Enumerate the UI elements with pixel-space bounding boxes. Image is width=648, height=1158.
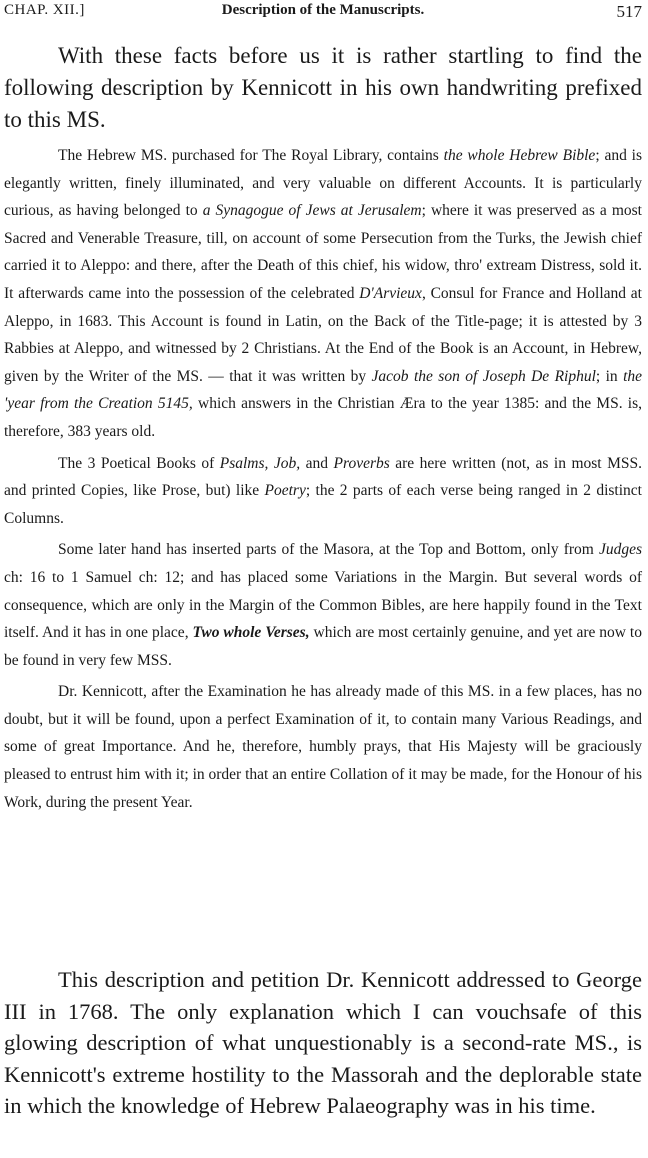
quote-paragraph-2: The 3 Poetical Books of Psalms, Job, and Proverbs are here written (not, as in most MSS. and printed Copies, like Prose, but) like Poetry; the 2 parts of each verse being ranged in 2 distinct Columns. xyxy=(4,454,642,527)
chapter-label: CHAP. XII.] xyxy=(4,2,85,18)
quote-paragraph-4: Dr. Kennicott, after the Examination he has already made of this MS. in a few places, has no doubt, but it will be found, upon a perfect Examination of it, to contain many Various Readings, and some of great Importance. And he, therefore, humbly prays, that His Majesty will be graciously pleased to entrust him with it; in order that an entire Collation of it may be made, for the Honour of his Work, during the present Year. xyxy=(4,683,642,811)
page-number: 517 xyxy=(616,2,642,21)
intro-paragraph: With these facts before us it is rather startling to find the following description by Kennicott in his own handwriting prefixed to this MS. xyxy=(4,43,642,132)
closing-paragraph: This description and petition Dr. Kennicott addressed to George III in 1768. The only explanation which I can vouchsafe of this glowing description of what unquestionably is a second-rate MS., is Kennicott's extreme hostility to the Massorah and the deplorable state in which the knowledge of Hebrew Palaeography was in his time. xyxy=(4,967,642,1118)
running-title: Description of the Manuscripts. xyxy=(221,2,425,18)
quote-paragraph-1: The Hebrew MS. purchased for The Royal Library, contains the whole Hebrew Bible; and is elegantly written, finely illuminated, and very valuable on different Accounts. It is particularly curious, as having belonged to a Synagogue of Jews at Jerusalem; where it was preserved as a most Sacred and Venerable Treasure, till, on account of some Persecution from the Turks, the Jewish chief carried it to Aleppo: and there, after the Death of this chief, his widow, thro' extream Distress, sold it. It afterwards came into the possession of the celebrated D'Arvieux, Consul for France and Holland at Aleppo, in 1683. This Account is found in Latin, on the Back of the Title-page; it is attested by 3 Rabbies at Aleppo, and witnessed by 2 Christians. At the End of the Book is an Account, in Hebrew, given by the Writer of the MS. — that it was written by Jacob the son of Joseph De Riphul; in the 'year from the Creation 5145, which answers in the Christian Æra to the year 1385: and the MS. is, therefore, 383 years old. xyxy=(4,147,643,440)
quote-paragraph-3: Some later hand has inserted parts of the Masora, at the Top and Bottom, only from Judges ch: 16 to 1 Samuel ch: 12; and has placed some Variations in the Margin. But several words of consequence, which are only in the Margin of the Common Bibles, are here happily found in the Text itself. And it has in one place, Two whole Verses, which are most certainly genuine, and yet are now to be found in very few MSS. xyxy=(4,541,642,669)
kennicott-quotation xyxy=(4,142,642,816)
running-header xyxy=(4,2,642,28)
